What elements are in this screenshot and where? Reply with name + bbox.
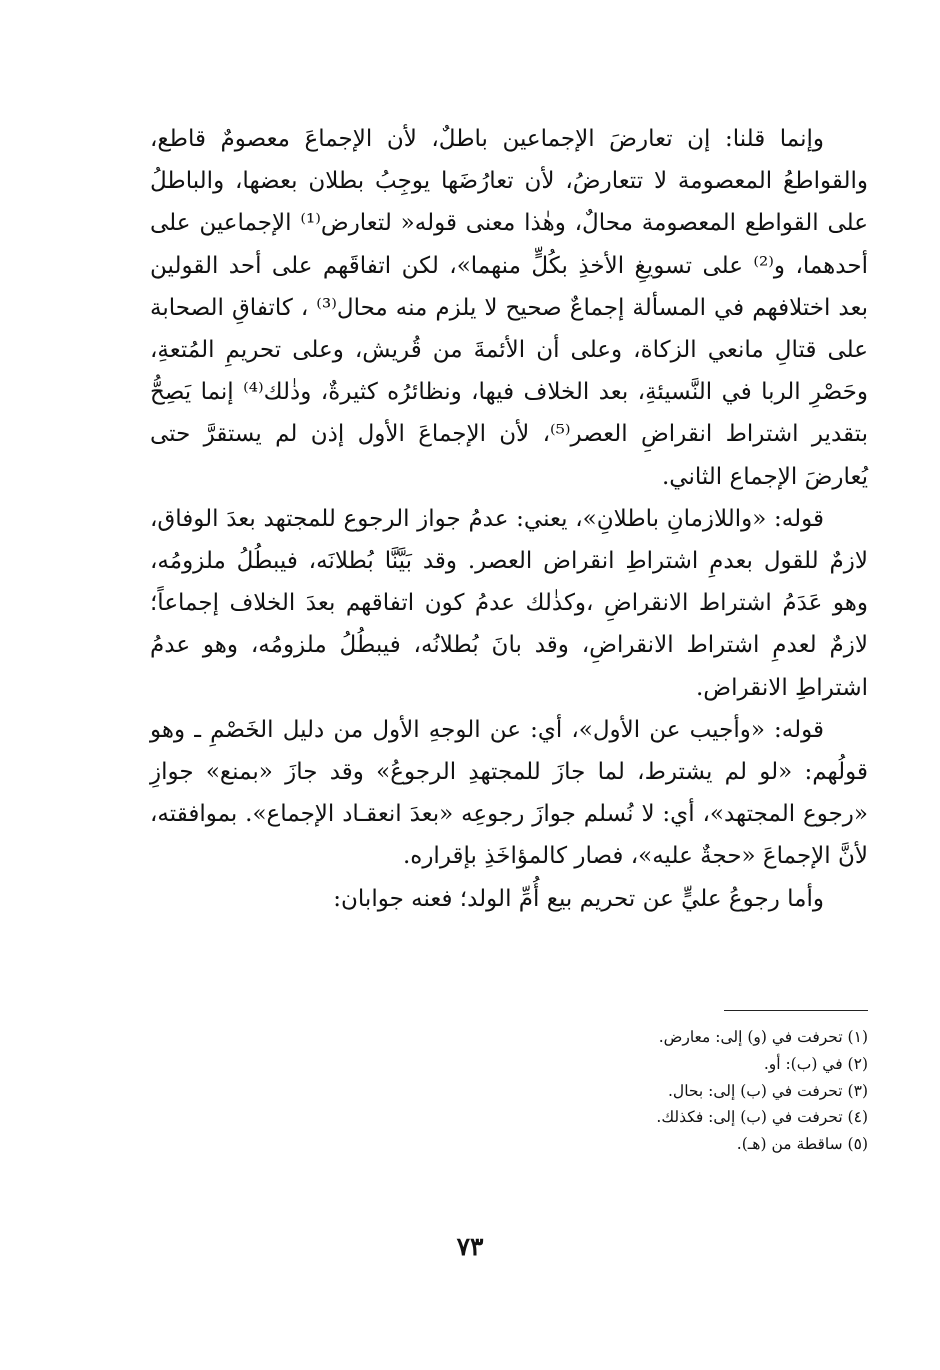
paragraph-2: قوله: «واللازمانِ باطلانِ»، يعني: عدمُ جواز الرجوع للمجتهد بعدَ الوفاق، لازمٌ للقول بعدمِ اشتراطِ انقراض العصر. وقد بَيَّنَّا بُطلانَه، فيبطُلُ ملزومُه، وهو عَدَمُ اشتراط الانقراضِ ،وكذٰلك عدمُ كون اتفاقهم بعدَ الخلاف إجماعاً؛ لازمٌ لعدمِ اشتراط الانقراضِ، وقد بانَ بُطلانُه، فيبطُلُ ملزومُه، وهو عدمُ اشتراطِ الانقراض. bbox=[150, 505, 868, 701]
footnote-separator bbox=[724, 1010, 868, 1011]
page-number: ٧٣ bbox=[456, 1232, 484, 1261]
footnote-2: (٢) في (ب): أو. bbox=[763, 1054, 868, 1073]
paragraph-3: قوله: «وأجيب عن الأول»، أي: عن الوجهِ الأول من دليل الخَصْمِ ـ وهو قولُهم: «لو لم يشترط، لما جازَ للمجتهدِ الرجوعُ» وقد جازَ «بمنع» جوازِ «رجوع المجتهد»، أي: لا نُسلم جوازَ رجوعِه «بعدَ انعقـاد الإجماع». بموافقته، لأنَّ الإجماعَ «حجةٌ عليه»، فصار كالمؤاخَذِ بإقراره. bbox=[150, 716, 868, 870]
footnote-5: (٥) ساقطة من (هـ). bbox=[736, 1135, 868, 1154]
footnote-3: (٣) تحرفت في (ب) إلى: بحال. bbox=[668, 1081, 868, 1100]
footnote-1: (١) تحرفت في (و) إلى: معارض. bbox=[658, 1028, 868, 1046]
footnote-4: (٤) تحرفت في (ب) إلى: فكذلك. bbox=[656, 1108, 868, 1127]
paragraph-1: وإنما قلنا: إن تعارضَ الإجماعين باطلٌ، لأن الإجماعَ معصومٌ قاطع، والقواطعُ المعصومة لا تتعارضُ، لأن تعارُضَها يوجِبُ بطلان بعضها، والباطلُ على القواطع المعصومة محالٌ، وهٰذا معنى قوله« لتعارض⁽¹⁾ الإجماعين على أحدهما، و⁽²⁾ على تسويغِ الأخذِ بكُلٍّ منهما»، لكن اتفاقَهم على أحد القولين بعد اختلافهم في المسألة إجماعٌ صحيح لا يلزم منه محال⁽³⁾ ، كاتفاقِ الصحابة على قتالِ مانعي الزكاة، وعلى أن الأئمةَ من قُريش، وعلى تحريمِ المُتعةِ، وحَصْرِ الربا في النَّسيئةِ، بعد الخلاف فيها، ونظائرُه كثيرةٌ، وذٰلك⁽⁴⁾ إنما يَصِحُّ بتقدير اشتراط انقراضِ العصر⁽⁵⁾، لأن الإجماعَ الأول إذن لم يستقرَّ حتى يُعارضَ الإجماع الثاني. bbox=[150, 126, 868, 490]
paragraph-4: وأما رجوعُ عليٍّ عن تحريم بيع أُمِّ الولد؛ فعنه جوابان: bbox=[333, 885, 824, 912]
main-text bbox=[150, 118, 868, 920]
footnotes bbox=[470, 1024, 868, 1158]
